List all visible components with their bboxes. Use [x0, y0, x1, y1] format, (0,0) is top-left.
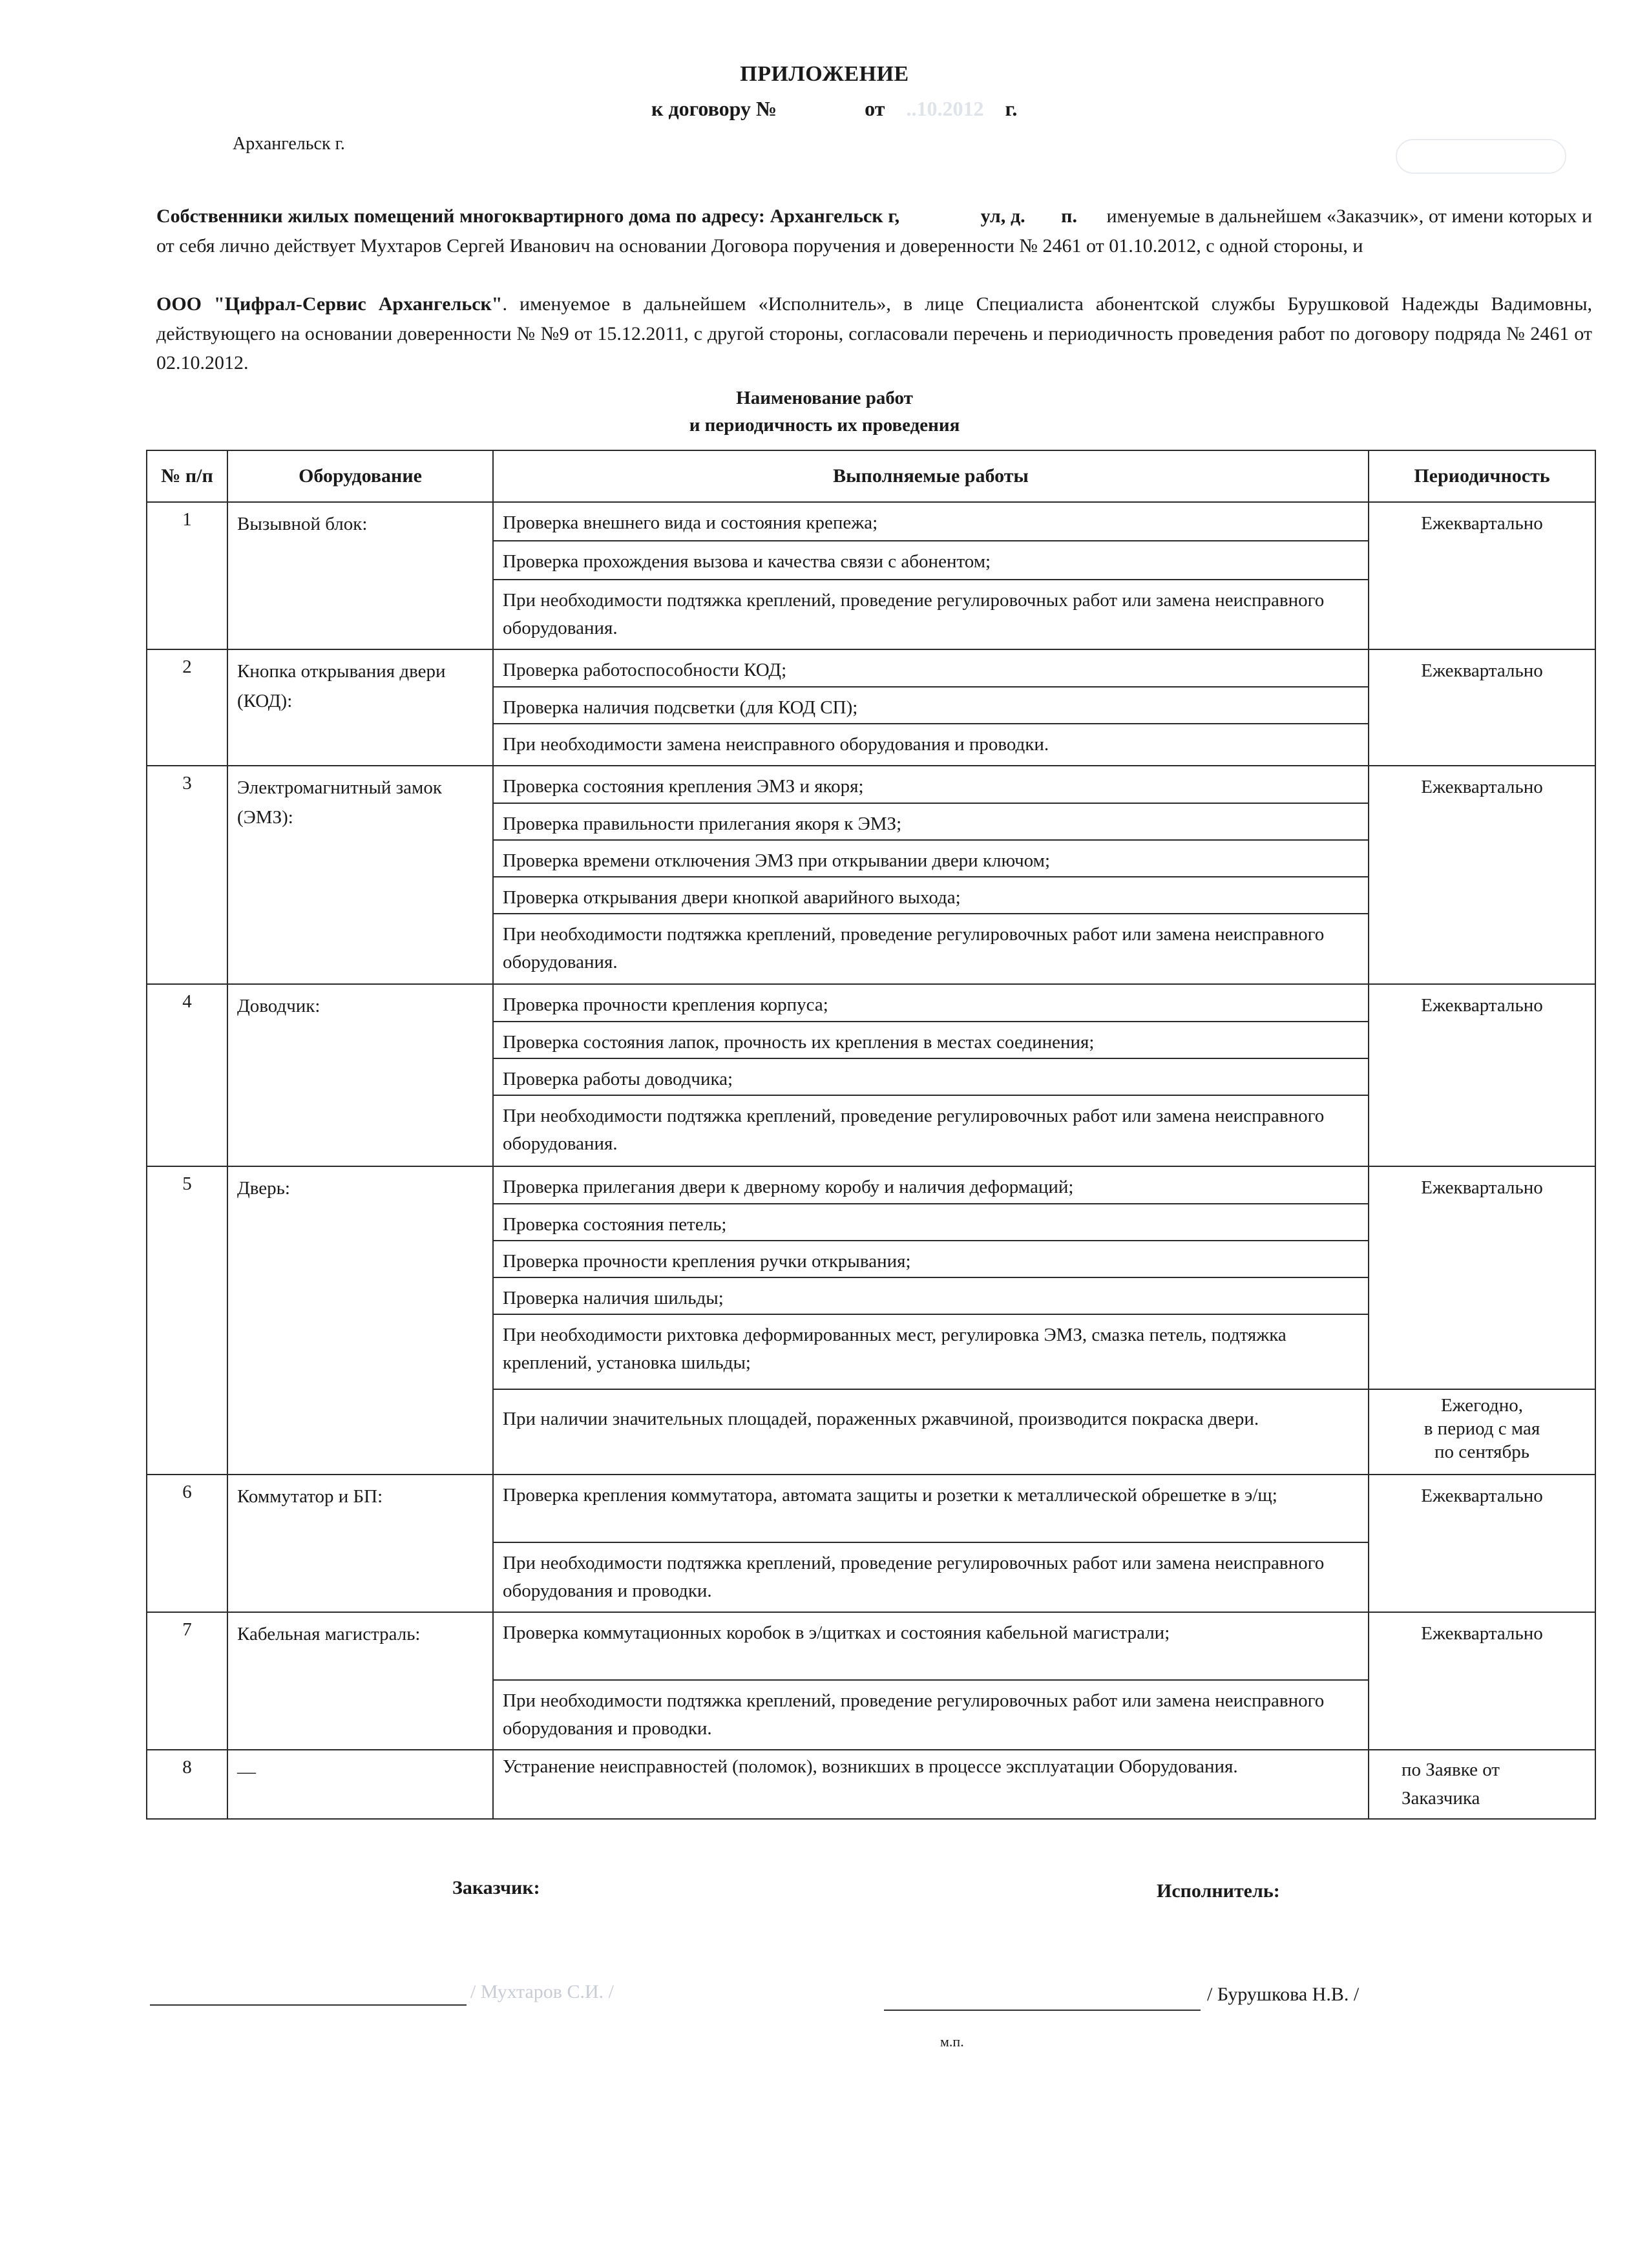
work-item: При наличии значительных площадей, пораженных ржавчиной, производится покраска двери.: [503, 1409, 1259, 1429]
work-item: Проверка крепления коммутатора, автомата защиты и розетки к металлической обрешетке в э/щ;: [494, 1475, 1368, 1543]
header-periodicity: Периодичность: [1369, 450, 1595, 502]
intro-contractor-bold: ООО "Цифрал-Сервис Архангельск": [156, 293, 503, 315]
row-periodicity: Ежеквартально: [1369, 766, 1595, 984]
table-row: [147, 766, 1595, 984]
intro-entrance: п.: [1061, 205, 1077, 227]
works-table: [146, 450, 1596, 1820]
row-equipment: Коммутатор и БП:: [227, 1475, 493, 1612]
row-periodicity-annual: [1369, 1389, 1595, 1475]
period-line: в период с мая: [1423, 1418, 1540, 1439]
work-item: При необходимости рихтовка деформированных мест, регулировка ЭМЗ, смазка петель, подтяжка креплений, установка шильды;: [503, 1325, 1287, 1373]
work-item: Проверка состояния лапок, прочность их крепления в местах соединения;: [494, 1022, 1368, 1059]
row-periodicity: Ежеквартально: [1369, 649, 1595, 766]
work-item: При необходимости подтяжка креплений, проведение регулировочных работ или замена неисправного оборудования.: [503, 924, 1325, 972]
row-works: [493, 502, 1369, 649]
row-number: 3: [147, 766, 227, 984]
intro-contractor-text: . именуемое в дальнейшем «Исполнитель», в лице Специалиста абонентской службы Бурушковой Надежды Вадимовны, действующего на основании доверенности № №9 от 15.12.2011, с другой стороны, согласовали перечень и периодичность проведения работ по договору подряда № 2461 от 02.10.2012.: [156, 293, 1593, 373]
work-item: При необходимости подтяжка креплений, проведение регулировочных работ или замена неисправного оборудования.: [503, 1106, 1325, 1154]
intro-paragraph-contractor: [156, 289, 1592, 378]
table-caption-line2: и периодичность их проведения: [689, 415, 960, 436]
work-item: При необходимости подтяжка креплений, проведение регулировочных работ или замена неисправного оборудования.: [503, 590, 1325, 638]
period-line: Ежегодно,: [1440, 1395, 1524, 1416]
table-caption-line1: Наименование работ: [736, 388, 913, 408]
row-number: 6: [147, 1475, 227, 1612]
row-works: [493, 766, 1369, 984]
work-item: Проверка прилегания двери к дверному коробу и наличия деформаций;: [494, 1167, 1368, 1204]
work-item: Проверка прохождения вызова и качества связи с абонентом;: [494, 541, 1368, 580]
row-equipment: Кабельная магистраль:: [227, 1612, 493, 1750]
row-works: [493, 1389, 1369, 1475]
row-works: [493, 1475, 1369, 1612]
work-item: Проверка наличия шильды;: [494, 1278, 1368, 1315]
row-periodicity: Ежеквартально: [1369, 1612, 1595, 1750]
row-works: [493, 649, 1369, 766]
row-number: 2: [147, 649, 227, 766]
city: Архангельск г.: [233, 134, 345, 154]
work-item: Проверка состояния петель;: [494, 1204, 1368, 1241]
contractor-signature-line[interactable]: [884, 2010, 1201, 2011]
faint-stamp-mark: [1396, 139, 1566, 174]
work-item: Проверка работоспособности КОД;: [494, 650, 1368, 688]
row-number: 4: [147, 984, 227, 1166]
row-periodicity: Ежеквартально: [1369, 1475, 1595, 1612]
row-equipment: —: [227, 1750, 493, 1819]
row-works: [493, 984, 1369, 1166]
work-item: Проверка времени отключения ЭМЗ при открывании двери ключом;: [494, 841, 1368, 877]
row-works: [493, 1750, 1369, 1819]
table-row: [147, 1750, 1595, 1819]
row-periodicity: Ежеквартально: [1369, 1166, 1595, 1389]
row-number: 8: [147, 1750, 227, 1819]
row-periodicity: [1369, 1750, 1595, 1819]
table-row: [147, 984, 1595, 1166]
contract-suffix: г.: [1005, 97, 1018, 120]
table-row: [147, 1475, 1595, 1612]
work-item: Проверка внешнего вида и состояния крепежа;: [494, 503, 1368, 541]
intro-street-suffix: ул, д.: [980, 205, 1025, 227]
row-equipment: Вызывной блок:: [227, 502, 493, 649]
row-works: [493, 1166, 1369, 1389]
contractor-label: Исполнитель:: [1157, 1880, 1280, 1902]
work-item: Проверка работы доводчика;: [494, 1059, 1368, 1096]
row-number: 5: [147, 1166, 227, 1475]
work-item: Проверка правильности прилегания якоря к ЭМЗ;: [494, 804, 1368, 841]
table-header-row: [147, 450, 1595, 502]
work-item: При необходимости подтяжка креплений, проведение регулировочных работ или замена неисправного оборудования и проводки.: [503, 1690, 1325, 1739]
table-row: [147, 649, 1595, 766]
header-equipment: Оборудование: [227, 450, 493, 502]
row-number: 1: [147, 502, 227, 649]
row-equipment: Электромагнитный замок (ЭМЗ):: [227, 766, 493, 984]
row-number: 7: [147, 1612, 227, 1750]
intro-paragraph-customer: [156, 202, 1592, 260]
table-row: [147, 1612, 1595, 1750]
work-item: Проверка прочности крепления ручки открывания;: [494, 1241, 1368, 1278]
contractor-name: / Бурушкова Н.В. /: [1207, 1984, 1360, 2005]
header-works: Выполняемые работы: [493, 450, 1369, 502]
row-equipment: Дверь:: [227, 1166, 493, 1475]
table-row: [147, 1166, 1595, 1389]
customer-signature-line[interactable]: [150, 2004, 467, 2006]
work-item: Проверка состояния крепления ЭМЗ и якоря;: [494, 766, 1368, 804]
seal-note: м.п.: [940, 2033, 964, 2050]
contract-reference: [651, 97, 1017, 121]
contract-prefix: к договору №: [651, 97, 777, 120]
work-item: Проверка коммутационных коробок в э/щитках и состояния кабельной магистрали;: [494, 1613, 1368, 1681]
customer-label: Заказчик:: [452, 1877, 540, 1898]
row-equipment: Доводчик:: [227, 984, 493, 1166]
work-item: Проверка открывания двери кнопкой аварийного выхода;: [494, 877, 1368, 914]
period-line: по Заявке от: [1402, 1759, 1500, 1780]
document-title: ПРИЛОЖЕНИЕ: [740, 62, 909, 86]
table-row: [147, 502, 1595, 649]
row-works: [493, 1612, 1369, 1750]
row-equipment: Кнопка открывания двери (КОД):: [227, 649, 493, 766]
work-item: При необходимости подтяжка креплений, проведение регулировочных работ или замена неисправного оборудования и проводки.: [503, 1553, 1325, 1601]
customer-name: / Мухтаров С.И. /: [470, 1981, 614, 2002]
period-line: по сентябрь: [1434, 1442, 1529, 1462]
work-item: Проверка наличия подсветки (для КОД СП);: [494, 688, 1368, 724]
work-item: При необходимости замена неисправного оборудования и проводки.: [503, 734, 1049, 755]
intro-customer-bold: Собственники жилых помещений многоквартирного дома по адресу: Архангельск г,: [156, 205, 900, 227]
contract-from: от: [865, 97, 885, 120]
row-periodicity: Ежеквартально: [1369, 502, 1595, 649]
work-item: Устранение неисправностей (поломок), возникших в процессе эксплуатации Оборудования.: [503, 1756, 1238, 1777]
period-line: Заказчика: [1402, 1788, 1480, 1809]
row-periodicity: Ежеквартально: [1369, 984, 1595, 1166]
intro-customer-text: именуемые в дальнейшем «Заказчик», от имени которых и от себя лично действует Мухтаров Сергей Иванович на основании Договора поручения и доверенности № 2461 от 01.10.2012, с одной стороны, и: [156, 205, 1592, 257]
work-item: Проверка прочности крепления корпуса;: [494, 985, 1368, 1022]
header-number: № п/п: [147, 450, 227, 502]
contract-date-redacted: ..10.2012: [906, 97, 984, 120]
